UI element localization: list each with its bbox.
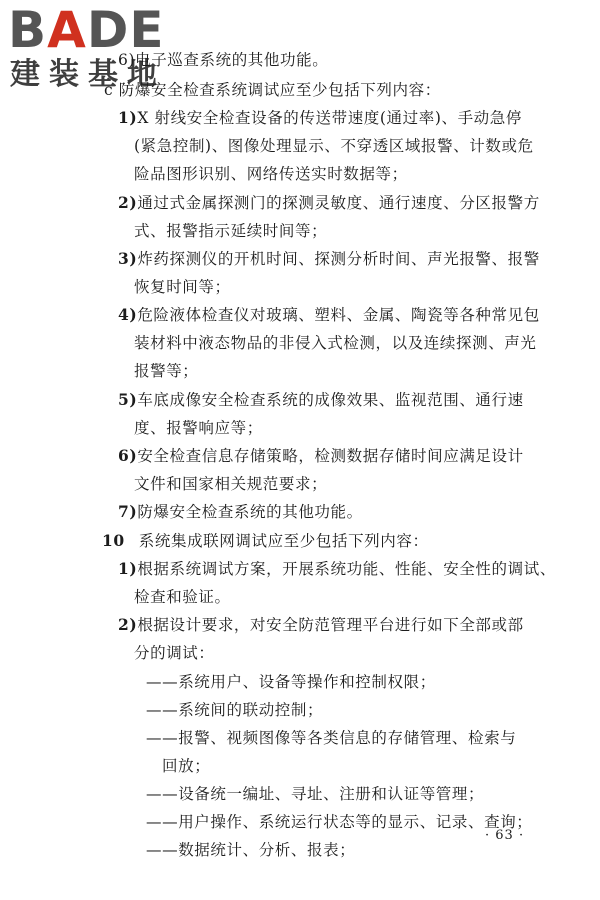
text-line-26: ——设备统一编址、寻址、注册和认证等管理；: [146, 785, 485, 803]
text-line-14: 6)安全检查信息存储策略，检测数据存储时间应满足设计: [118, 446, 524, 465]
text-line-11: 报警等；: [134, 362, 199, 380]
text-line-24: ——报警、视频图像等各类信息的存储管理、检索与: [146, 729, 517, 747]
text-line-3: (紧急控制)、图像处理显示、不穿透区域报警、计数或危: [134, 137, 534, 155]
text-line-25: 回放；: [162, 757, 211, 775]
text-line-27: ——用户操作、系统运行状态等的显示、记录、查询；: [146, 813, 533, 831]
text-line-22: ——系统用户、设备等操作和控制权限；: [146, 673, 436, 691]
text-line-21: 分的调试：: [134, 644, 215, 662]
text-line-5: 2)通过式金属探测门的探测灵敏度、通行速度、分区报警方: [118, 193, 540, 212]
text-line-20: 2)根据设计要求，对安全防范管理平台进行如下全部或部: [118, 615, 524, 634]
text-line-15: 文件和国家相关规范要求；: [134, 475, 328, 493]
text-line-19: 检查和验证。: [134, 588, 231, 606]
text-line-1: c 防爆安全检查系统调试应至少包括下列内容：: [104, 81, 441, 99]
text-line-12: 5)车底成像安全检查系统的成像效果、监视范围、通行速: [118, 390, 524, 409]
text-line-9: 4)危险液体检查仪对玻璃、塑料、金属、陶瓷等各种常见包: [118, 305, 540, 324]
logo-chinese-text: 建装基地: [10, 57, 166, 92]
text-line-13: 度、报警响应等；: [134, 419, 263, 437]
text-line-6: 式、报警指示延续时间等；: [134, 222, 328, 240]
text-line-10: 装材料中液态物品的非侵入式检测，以及连续探测、声光: [134, 334, 537, 352]
logo-letters-de: DE: [86, 1, 165, 59]
text-line-18: 1)根据系统调试方案，开展系统功能、性能、安全性的调试、: [118, 559, 556, 578]
text-line-4: 险品图形识别、网络传送实时数据等；: [134, 165, 408, 183]
text-line-17: 10 系统集成联网调试应至少包括下列内容：: [102, 531, 429, 550]
text-line-8: 恢复时间等；: [134, 278, 231, 296]
text-line-2: 1)X 射线安全检查设备的传送带速度(通过率)、手动急停: [118, 108, 522, 127]
logo-letter-a: A: [47, 1, 87, 59]
text-line-16: 7)防爆安全检查系统的其他功能。: [118, 502, 363, 521]
text-line-23: ——系统间的联动控制；: [146, 701, 324, 719]
text-line-0: 6)电子巡查系统的其他功能。: [118, 51, 329, 69]
text-line-7: 3)炸药探测仪的开机时间、探测分析时间、声光报警、报警: [118, 249, 540, 268]
logo-letter-b: B: [8, 1, 48, 59]
text-line-28: ——数据统计、分析、报表；: [146, 841, 356, 859]
page-number: · 63 ·: [485, 828, 525, 843]
